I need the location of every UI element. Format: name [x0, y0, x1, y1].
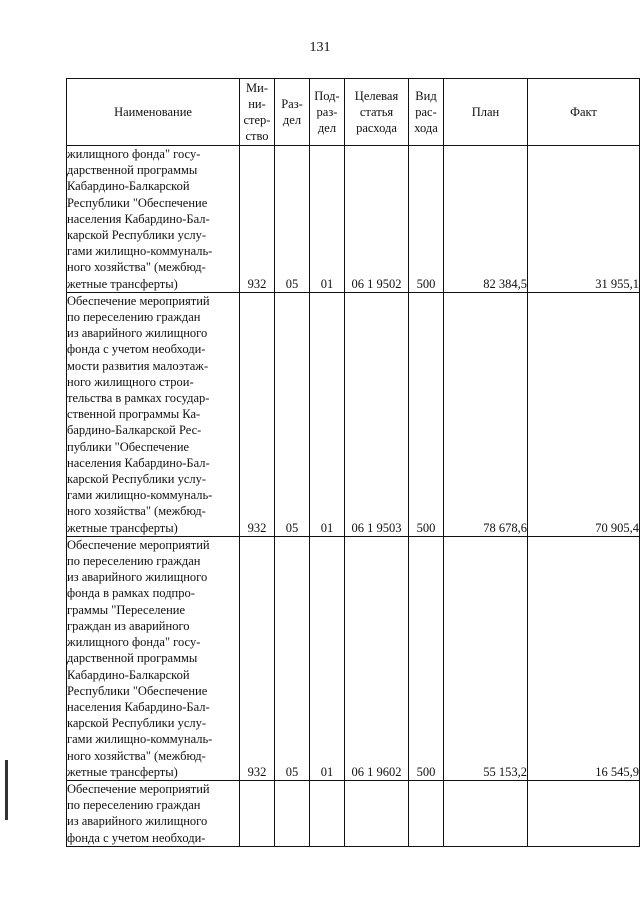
row-name: Обеспечение мероприятий по переселению граждан из аварийного жилищного фонда в рамках подпро- граммы "Переселение граждан из аварийного жилищного фонда" госу- дарственной программы Кабардино-Балкарской Республики "Обеспечение населения Кабардино-Бал- карской Республики услу- гами жилищно-коммуналь- ного хозяйства" (межбюд- жетные трансферты) [67, 536, 240, 780]
header-name: Наименование [67, 79, 240, 146]
row-plan: 55 153,2 [444, 536, 528, 780]
budget-table [66, 78, 640, 847]
row-ministry: 932 [240, 536, 275, 780]
row-fact [528, 780, 640, 846]
row-ministry: 932 [240, 146, 275, 293]
row-subsection: 01 [310, 146, 345, 293]
row-name: Обеспечение мероприятий по переселению граждан из аварийного жилищного фонда с учетом необходи- [67, 780, 240, 846]
row-type: 500 [409, 146, 444, 293]
row-name: жилищного фонда" госу- дарственной программы Кабардино-Балкарской Республики "Обеспечение населения Кабардино-Бал- карской Республики услу- гами жилищно-коммуналь- ного хозяйства" (межбюд- жетные трансферты) [67, 146, 240, 293]
row-type: 500 [409, 292, 444, 536]
row-target: 06 1 9602 [345, 536, 409, 780]
row-subsection: 01 [310, 536, 345, 780]
row-target [345, 780, 409, 846]
row-section: 05 [275, 146, 310, 293]
table-row [67, 536, 640, 780]
row-section: 05 [275, 292, 310, 536]
header-fact: Факт [528, 79, 640, 146]
header-row [67, 79, 640, 146]
header-plan: План [444, 79, 528, 146]
header-section: Раз- дел [275, 79, 310, 146]
row-ministry [240, 780, 275, 846]
row-section: 05 [275, 536, 310, 780]
table-row [67, 146, 640, 293]
header-type: Вид рас- хода [409, 79, 444, 146]
row-target: 06 1 9503 [345, 292, 409, 536]
row-ministry: 932 [240, 292, 275, 536]
row-subsection [310, 780, 345, 846]
row-plan [444, 780, 528, 846]
row-fact: 31 955,1 [528, 146, 640, 293]
row-fact: 16 545,9 [528, 536, 640, 780]
table-row [67, 292, 640, 536]
header-ministry: Ми- ни- стер- ство [240, 79, 275, 146]
row-target: 06 1 9502 [345, 146, 409, 293]
row-section [275, 780, 310, 846]
row-fact: 70 905,4 [528, 292, 640, 536]
row-subsection: 01 [310, 292, 345, 536]
row-plan: 78 678,6 [444, 292, 528, 536]
header-target: Целевая статья расхода [345, 79, 409, 146]
row-type [409, 780, 444, 846]
row-type: 500 [409, 536, 444, 780]
margin-mark [5, 760, 8, 820]
row-name: Обеспечение мероприятий по переселению граждан из аварийного жилищного фонда с учетом необходи- мости развития малоэтаж- ного жилищного строи- тельства в рамках государ- ственной программы Ка- бардино-Балкарской Рес- публики "Обеспечение населения Кабардино-Бал- карской Республики услу- гами жилищно-коммуналь- ного хозяйства" (межбюд- жетные трансферты) [67, 292, 240, 536]
page-number: 131 [309, 40, 331, 55]
table-row [67, 780, 640, 846]
header-subsection: Под- раз- дел [310, 79, 345, 146]
row-plan: 82 384,5 [444, 146, 528, 293]
